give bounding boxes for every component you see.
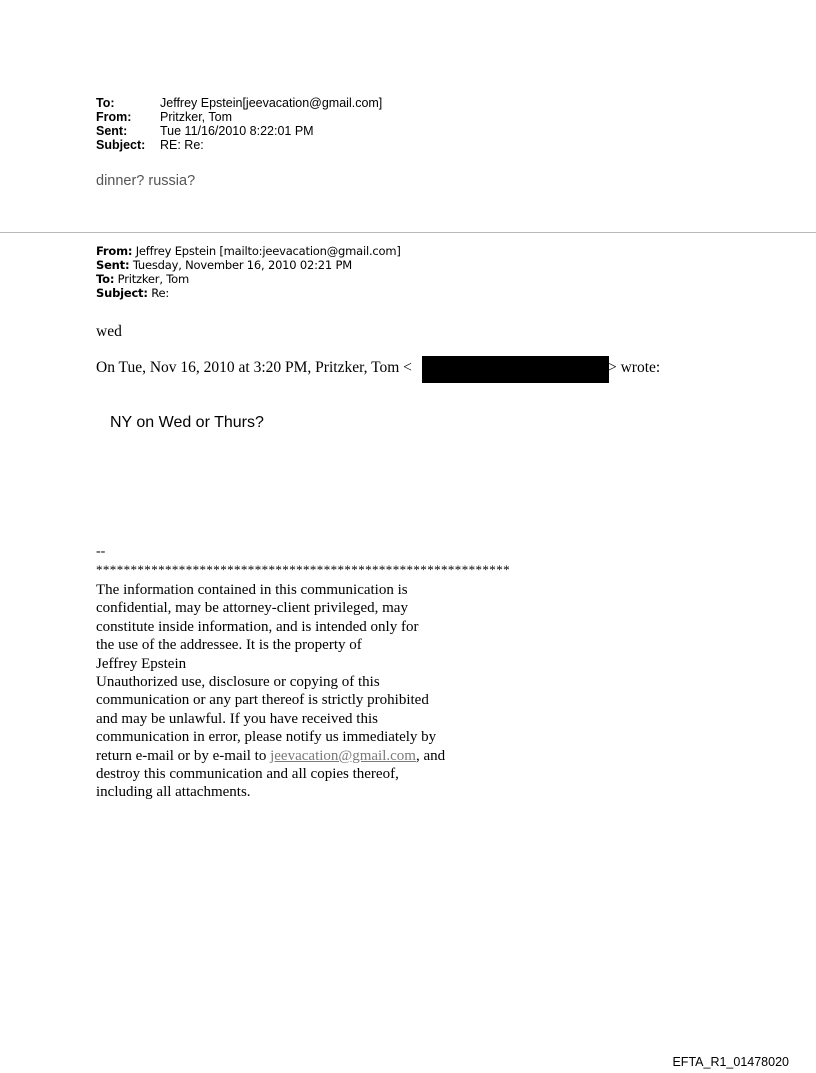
fwd-to-label: To: (96, 272, 115, 286)
document-id: EFTA_R1_01478020 (672, 1055, 789, 1069)
header-subject-row (96, 138, 382, 152)
from-value: Pritzker, Tom (160, 110, 233, 124)
on-wrote-suffix: > wrote: (608, 359, 661, 376)
disclaimer-line-post: , and (415, 747, 446, 764)
signature-stars: ************************************************************ (96, 562, 510, 577)
signature-dashes: -- (96, 544, 106, 559)
sent-value: Tue 11/16/2010 8:22:01 PM (160, 124, 314, 138)
to-value: Jeffrey Epstein[jeevacation@gmail.com] (160, 96, 383, 110)
fwd-subject-value: Re: (147, 286, 170, 300)
message-body: dinner? russia? (96, 173, 196, 189)
disclaimer-line-pre: return e-mail or by e-mail to (96, 747, 271, 764)
on-wrote-prefix: On Tue, Nov 16, 2010 at 3:20 PM, Pritzker, Tom < (96, 359, 412, 376)
forwarded-header (96, 244, 401, 300)
fwd-from-label: From: (96, 244, 133, 258)
disclaimer-line: Jeffrey Epstein (96, 655, 187, 672)
disclaimer-line: and may be unlawful. If you have received this (96, 710, 378, 727)
disclaimer-line: destroy this communication and all copies thereof, (96, 766, 399, 783)
header-sent-row (96, 124, 382, 138)
sent-label: Sent: (96, 124, 128, 138)
fwd-from-value: Jeffrey Epstein [mailto:jeevacation@gmail.com] (132, 244, 401, 258)
header-to-row (96, 96, 382, 110)
disclaimer-line: constitute inside information, and is intended only for (96, 618, 419, 635)
fwd-from-row (96, 244, 401, 258)
quoted-message: NY on Wed or Thurs? (110, 414, 264, 431)
email-header (96, 96, 382, 152)
to-label: To: (96, 96, 115, 110)
disclaimer-line: confidential, may be attorney-client privileged, may (96, 600, 408, 617)
disclaimer-line: the use of the addressee. It is the property of (96, 637, 362, 654)
disclaimer-line: communication in error, please notify us immediately by (96, 729, 437, 746)
email-link[interactable]: jeevacation@gmail.com (270, 747, 416, 764)
fwd-sent-value: Tuesday, November 16, 2010 02:21 PM (129, 258, 352, 272)
disclaimer-line: including all attachments. (96, 784, 251, 801)
fwd-sent-row (96, 258, 401, 272)
confidentiality-disclaimer (96, 581, 496, 802)
message-divider (0, 232, 816, 233)
subject-label: Subject: (96, 138, 146, 152)
fwd-subject-label: Subject: (96, 286, 148, 300)
disclaimer-line: communication or any part thereof is strictly prohibited (96, 692, 429, 709)
disclaimer-line (96, 747, 496, 765)
subject-value: RE: Re: (160, 138, 204, 152)
redaction-box (422, 356, 609, 383)
fwd-to-value: Pritzker, Tom (114, 272, 189, 286)
fwd-sent-label: Sent: (96, 258, 130, 272)
header-from-row (96, 110, 382, 124)
from-label: From: (96, 110, 132, 124)
fwd-subject-row (96, 286, 401, 300)
reply-body: wed (96, 323, 122, 340)
on-wrote-line (96, 359, 412, 377)
disclaimer-line: Unauthorized use, disclosure or copying of this (96, 674, 380, 691)
fwd-to-row (96, 272, 401, 286)
disclaimer-line: The information contained in this communication is (96, 582, 408, 598)
